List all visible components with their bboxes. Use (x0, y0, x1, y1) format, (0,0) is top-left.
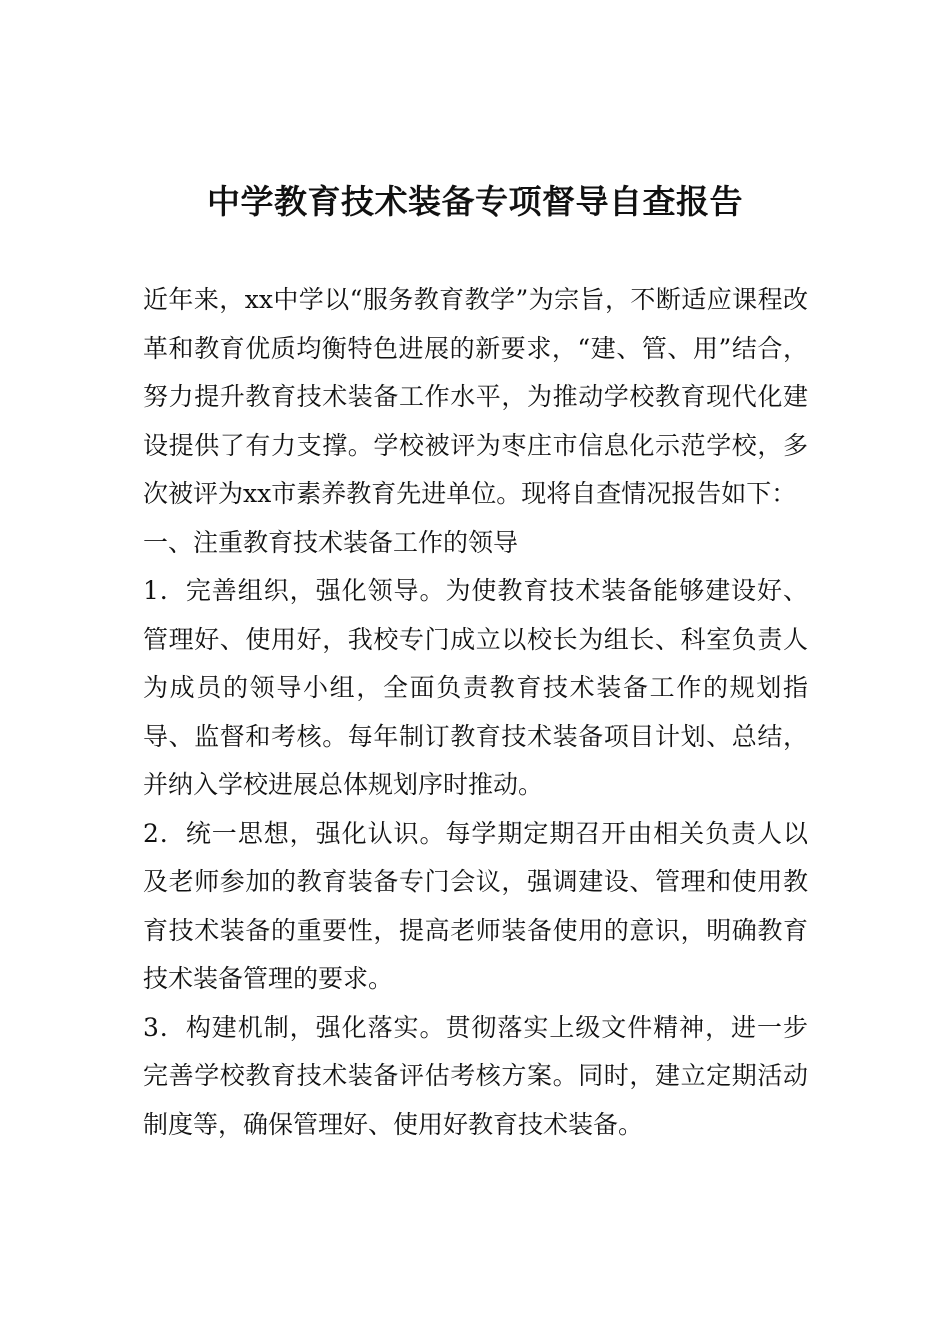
body-paragraph: 1．完善组织，强化领导。为使教育技术装备能够建设好、管理好、使用好，我校专门成立以校长为组长、科室负责人为成员的领导小组，全面负责教育技术装备工作的规划指导、监督和考核。每年制订教育技术装备项目计划、总结，并纳入学校进展总体规划序时推动。 (143, 576, 808, 799)
body-paragraph: 3．构建机制，强化落实。贯彻落实上级文件精神，进一步完善学校教育技术装备评估考核方案。同时，建立定期活动制度等，确保管理好、使用好教育技术装备。 (143, 1012, 808, 1139)
intro-paragraph: 近年来，xx中学以“服务教育教学”为宗旨，不断适应课程改革和教育优质均衡特色进展的新要求，“建、管、用”结合，努力提升教育技术装备工作水平，为推动学校教育现代化建设提供了有力支撑。学校被评为枣庄市信息化示范学校，多次被评为xx市素养教育先进单位。现将自查情况报告如下： (143, 285, 808, 508)
body-paragraph: 2．统一思想，强化认识。每学期定期召开由相关负责人以及老师参加的教育装备专门会议，强调建设、管理和使用教育技术装备的重要性，提高老师装备使用的意识，明确教育技术装备管理的要求。 (143, 818, 808, 993)
section-heading: 一、注重教育技术装备工作的领导 (143, 527, 519, 557)
document-title: 中学教育技术装备专项督导自查报告 (207, 182, 743, 221)
document-body (143, 276, 808, 1149)
